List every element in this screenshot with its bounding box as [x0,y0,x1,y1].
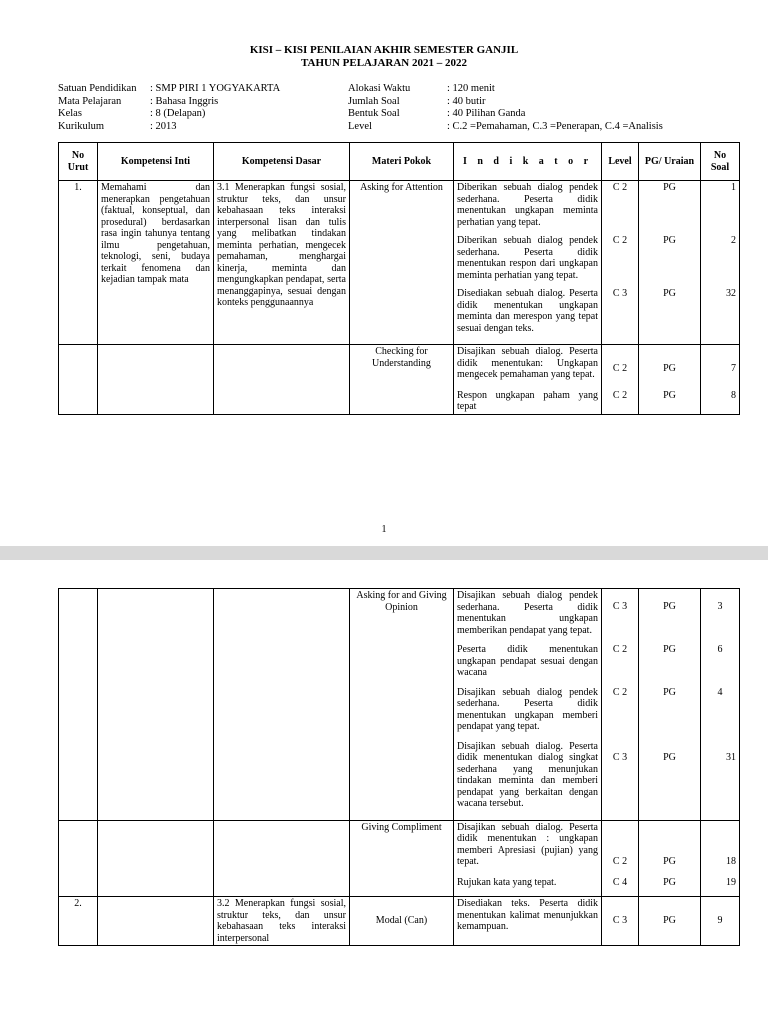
cell-level: C 2 [602,181,639,235]
cell-indikator: Disajikan sebuah dialog. Peserta didik menentukan: Ungkapan mengecek pemahaman yang tepat. [454,345,602,389]
cell-indikator: Rujukan kata yang tepat. [454,876,602,897]
meta-right [348,83,663,133]
meta-value: : C.2 =Pemahaman, C.3 =Penerapan, C.4 =Analisis [447,120,663,132]
cell-materi-pokok: Giving Compliment [350,820,454,897]
cell-no-soal: 19 [701,876,740,897]
meta-label: Jumlah Soal [348,95,400,107]
meta-label: Mata Pelajaran [58,95,122,107]
cell-empty [214,820,350,897]
cell-kompetensi-dasar: 3.1 Menerapkan fungsi sosial, struktur teks, dan unsur kebahasaan teks interaksi interpersonal lisan dan tulis yang melibatkan tindakan meminta perhatian, mengecek pemahaman, menghargai kinerja, meminta dan mengungkapkan pendapat, serta menanggapinya, sesuai dengan konteks penggunaannya [214,181,350,345]
table-header-row [59,143,740,181]
cell-pg: PG [639,876,701,897]
cell-level: C 2 [602,234,639,287]
kisi-table-page-2 [58,588,740,946]
cell-pg: PG [639,181,701,235]
cell-materi-pokok: Modal (Can) [350,897,454,946]
cell-indikator: Disediakan sebuah dialog. Peserta didik menentukan ungkapan meminta dan merespon yang tepat sesuai dengan teks. [454,287,602,345]
cell-indikator: Disajikan sebuah dialog pendek sederhana. Peserta didik menentukan ungkapan memberi pendapat yang tepat. [454,686,602,740]
cell-pg: PG [639,234,701,287]
cell-no-soal: 7 [701,345,740,389]
cell-level: C 2 [602,389,639,415]
cell-empty [59,820,98,897]
meta-label: Bentuk Soal [348,108,400,119]
meta-label: Satuan Pendidikan [58,83,137,94]
meta-label: Alokasi Waktu [348,83,411,94]
table-row [59,345,740,389]
meta-label: Kelas [58,108,82,119]
cell-indikator: Diberikan sebuah dialog pendek sederhana. Peserta didik menentukan respon dari ungkapan meminta perhatian yang tepat. [454,234,602,287]
cell-indikator: Diberikan sebuah dialog pendek sederhana. Peserta didik menentukan ungkapan meminta perhatian yang tepat. [454,181,602,235]
col-level: Level [602,143,639,181]
meta-value: : 8 (Delapan) [150,108,206,119]
col-materi-pokok: Materi Pokok [350,143,454,181]
page-number: 1 [381,524,387,535]
cell-materi-pokok: Asking for Attention [350,181,454,345]
cell-empty [214,345,350,415]
cell-pg: PG [639,897,701,946]
meta-value: : 2013 [150,120,177,132]
meta-label: Kurikulum [58,120,105,132]
col-kompetensi-dasar: Kompetensi Dasar [214,143,350,181]
meta-value: : 40 butir [447,95,486,107]
cell-pg: PG [639,686,701,740]
cell-no-soal: 1 [701,181,740,235]
cell-indikator: Respon ungkapan paham yang tepat [454,389,602,415]
meta-value: : 120 menit [447,83,495,94]
cell-pg: PG [639,643,701,686]
cell-no-soal: 6 [701,643,740,686]
kisi-table-page-1 [58,142,740,415]
meta-left [58,83,280,133]
table-row [59,820,740,876]
cell-empty [98,345,214,415]
cell-no-soal: 18 [701,820,740,876]
cell-level: C 2 [602,345,639,389]
cell-indikator: Disajikan sebuah dialog. Peserta didik menentukan dialog singkat sederhana yang menunjukan tindakan meminta dan memberi pendapat yang berkaitan dengan wacana tersebut. [454,740,602,821]
col-kompetensi-inti: Kompetensi Inti [98,143,214,181]
col-no-soal: No Soal [701,143,740,181]
cell-indikator: Peserta didik menentukan ungkapan pendapat sesuai dengan wacana [454,643,602,686]
cell-materi-pokok: Checking for Understanding [350,345,454,415]
cell-no-soal: 31 [701,740,740,821]
cell-no-soal: 9 [701,897,740,946]
cell-level: C 4 [602,876,639,897]
cell-empty [98,820,214,897]
cell-no-urut: 1. [59,181,98,345]
cell-no-soal: 8 [701,389,740,415]
cell-level: C 2 [602,686,639,740]
cell-pg: PG [639,389,701,415]
table-row [59,181,740,235]
cell-no-urut: 2. [59,897,98,946]
cell-level: C 3 [602,287,639,345]
col-pg-uraian: PG/ Uraian [639,143,701,181]
cell-empty [98,897,214,946]
cell-level: C 2 [602,643,639,686]
cell-level: C 3 [602,589,639,644]
cell-pg: PG [639,287,701,345]
cell-indikator: Disajikan sebuah dialog pendek sederhana. Peserta didik menentukan ungkapan memberikan pendapat yang tepat. [454,589,602,644]
cell-no-soal: 3 [701,589,740,644]
cell-no-soal: 4 [701,686,740,740]
cell-indikator: Disediakan teks. Peserta didik menentukan kalimat menunjukkan kemampuan. [454,897,602,946]
cell-empty [59,345,98,415]
meta-label: Level [348,120,372,132]
document-title: KISI – KISI PENILAIAN AKHIR SEMESTER GANJIL [249,44,519,56]
cell-kompetensi-dasar: 3.2 Menerapkan fungsi sosial, struktur teks, dan unsur kebahasaan teks interaksi interpersonal [214,897,350,946]
cell-level: C 2 [602,820,639,876]
cell-no-soal: 2 [701,234,740,287]
cell-empty [214,589,350,821]
cell-materi-pokok: Asking for and Giving Opinion [350,589,454,821]
cell-pg: PG [639,345,701,389]
meta-value: : Bahasa Inggris [150,95,219,107]
cell-level: C 3 [602,740,639,821]
cell-kompetensi-inti: Memahami dan menerapkan pengetahuan (faktual, konseptual, dan prosedural) berdasarkan rasa ingin tahunya tentang ilmu pengetahuan, teknologi, seni, budaya terkait fenomena dan kejadian tampak mata [98,181,214,345]
cell-no-soal: 32 [701,287,740,345]
meta-value: : SMP PIRI 1 YOGYAKARTA [150,83,281,94]
cell-empty [98,589,214,821]
cell-empty [59,589,98,821]
table-row [59,897,740,946]
table-row [59,589,740,644]
document-subtitle: TAHUN PELAJARAN 2021 – 2022 [300,57,468,69]
cell-pg: PG [639,589,701,644]
cell-pg: PG [639,820,701,876]
col-indikator: I n d i k a t o r [454,143,602,181]
document-page-2 [0,560,768,1024]
cell-level: C 3 [602,897,639,946]
cell-indikator: Disajikan sebuah dialog. Peserta didik menentukan : ungkapan memberi Apresiasi (pujian) yang tepat. [454,820,602,876]
cell-pg: PG [639,740,701,821]
col-no-urut: No Urut [59,143,98,181]
meta-value: : 40 Pilihan Ganda [447,108,526,119]
